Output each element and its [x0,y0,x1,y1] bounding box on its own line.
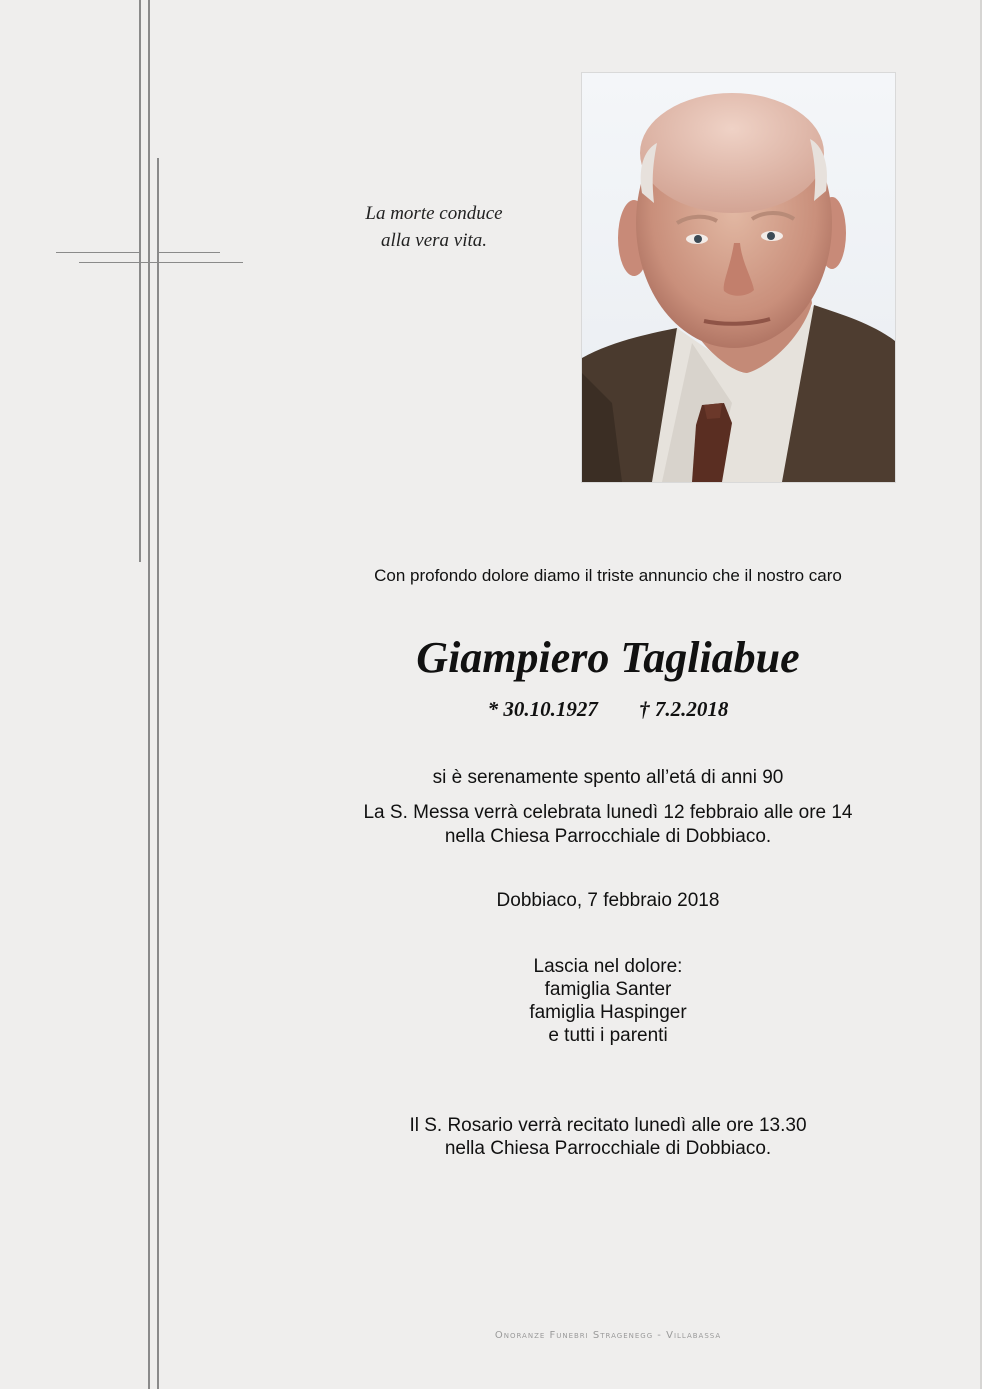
mourner-item: famiglia Haspinger [529,1002,687,1023]
quote-line-1: La morte conduce [365,203,503,224]
announcement-text: Con profondo dolore diamo il triste annuncio che il nostro caro [374,566,842,585]
death-date: † 7.2.2018 [639,697,729,721]
funeral-home-footer: Onoranze Funebri Stragenegg - Villabassa [494,1330,722,1341]
cross-horizontal-lower [79,262,243,263]
mass-info [300,801,916,849]
rosary-line-2: nella Chiesa Parrocchiale di Dobbiaco. [444,1138,772,1159]
cross-vertical-left [148,0,150,1389]
mourner-item: e tutti i parenti [548,1025,668,1046]
quote [300,200,568,254]
place-date: Dobbiaco, 7 febbraio 2018 [496,890,720,911]
mass-line-2: nella Chiesa Parrocchiale di Dobbiaco. [444,826,772,847]
rosary-line-1: Il S. Rosario verrà recitato lunedì alle ore 13.30 [409,1115,807,1136]
mourners-heading: Lascia nel dolore: [533,956,683,977]
quote-line-2: alla vera vita. [380,230,488,251]
cross-horizontal-upper-right [159,252,220,253]
portrait-photo [582,73,895,482]
mourner-item: famiglia Santer [544,979,672,1000]
age-line: si è serenamente spento all’etá di anni 90 [432,767,784,788]
cross-vertical-outer-left [139,0,141,562]
cross-horizontal-upper [56,252,139,253]
birth-date: * 30.10.1927 [487,697,598,721]
rosary-info [300,1114,916,1160]
deceased-name: Giampiero Tagliabue [416,633,800,682]
mourners-list [300,955,916,1047]
life-dates [300,697,916,722]
mass-line-1: La S. Messa verrà celebrata lunedì 12 febbraio alle ore 14 [363,802,853,823]
cross-vertical-right [157,158,159,1389]
